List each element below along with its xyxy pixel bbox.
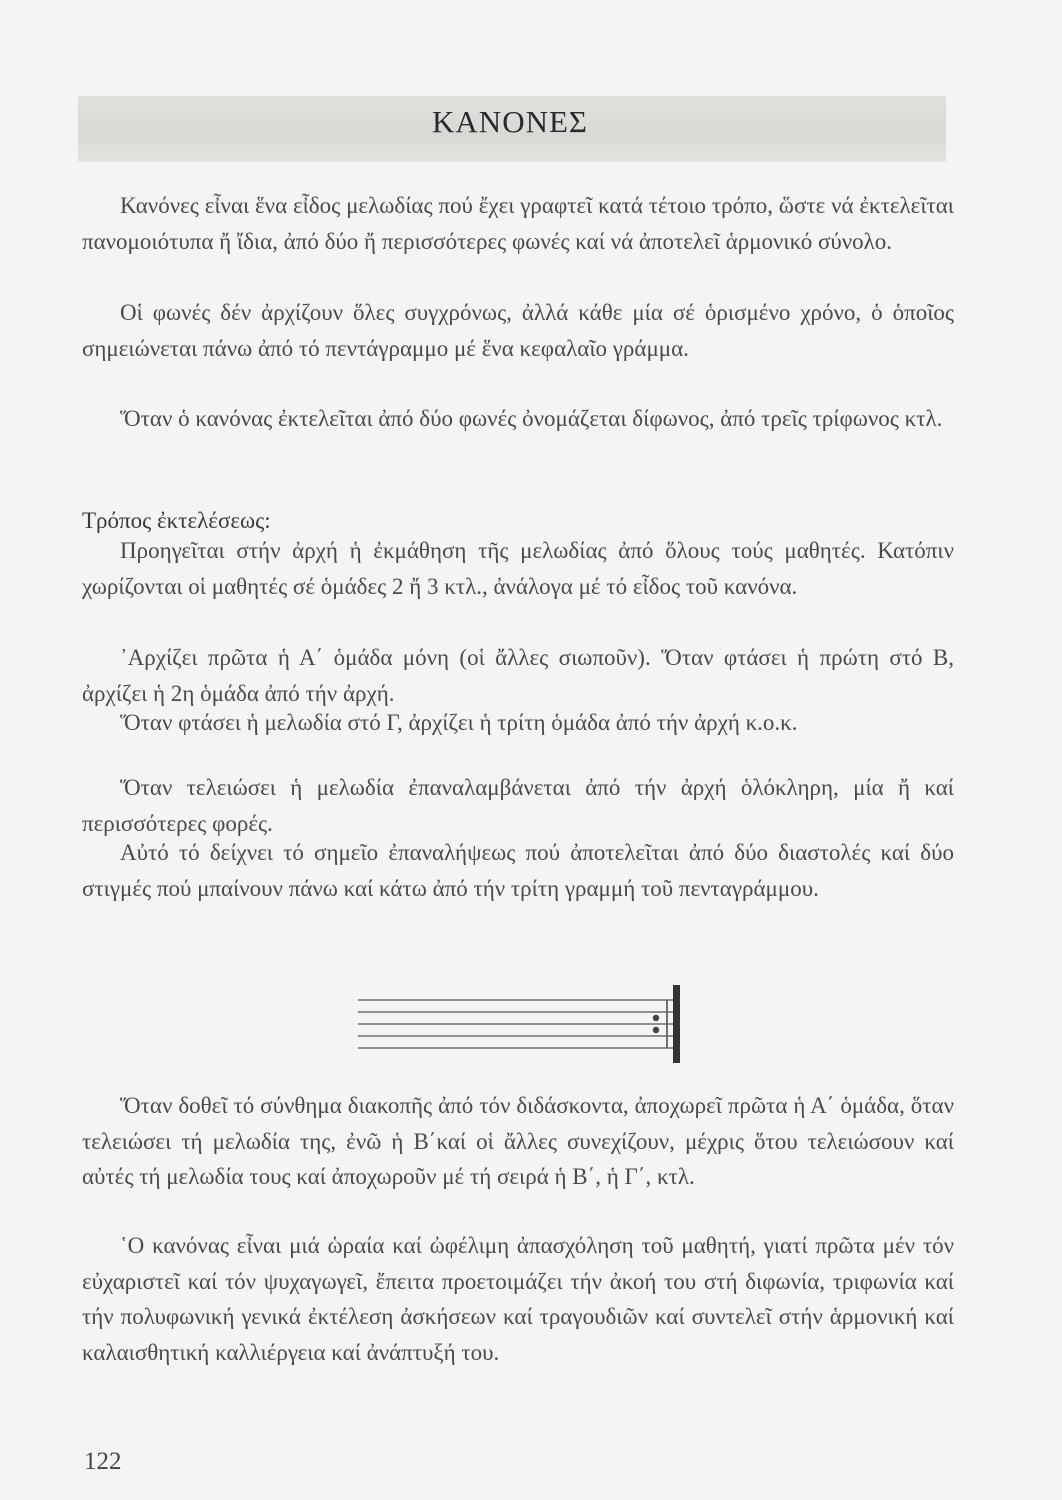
- repeat-sign-icon: [358, 980, 688, 1070]
- repeat-dot-lower: [653, 1027, 659, 1033]
- paragraph-learning: Προηγεῖται στήν ἀρχή ἡ ἐκμάθηση τῆς μελωδίας ἀπό ὅλους τούς μαθητές. Κατόπιν χωρίζονται οἱ μαθητές σέ ὁμάδες 2 ἤ 3 κτλ., ἀνάλογα μέ τό εἶδος τοῦ κανόνα.: [82, 538, 954, 599]
- paragraph-group-a: ᾿Αρχίζει πρῶτα ἡ Α΄ ὁμάδα μόνη (οἱ ἄλλες σιωποῦν). Ὅταν φτάσει ἡ πρώτη στό Β, ἀρχίζει ἡ 2η ὁμάδα ἀπό τήν ἀρχή.: [82, 645, 954, 706]
- paragraph-group-c: Ὅταν φτάσει ἡ μελωδία στό Γ, ἀρχίζει ἡ τρίτη ὁμάδα ἀπό τήν ἀρχή κ.ο.κ.: [120, 710, 798, 735]
- paragraph-types: Ὅταν ὁ κανόνας ἐκτελεῖται ἀπό δύο φωνές ὀνομάζεται δίφωνος, ἀπό τρεῖς τρίφωνος κτλ.: [120, 406, 943, 431]
- section-heading: Τρόπος ἐκτελέσεως:: [82, 508, 271, 533]
- paragraph-voices: Οἱ φωνές δέν ἀρχίζουν ὅλες συγχρόνως, ἀλλά κάθε μία σέ ὁρισμένο χρόνο, ὁ ὁποῖος σημειώνεται πάνω ἀπό τό πεντάγραμμο μέ ἕνα κεφαλαῖο γράμμα.: [82, 300, 954, 361]
- paragraph-repeat-sign: Αὐτό τό δείχνει τό σημεῖο ἐπαναλήψεως πού ἀποτελεῖται ἀπό δύο διαστολές καί δύο στιγμές πού μπαίνουν πάνω καί κάτω ἀπό τήν τρίτη γραμμή τοῦ πενταγράμμου.: [82, 840, 954, 901]
- thick-barline: [673, 985, 680, 1063]
- page-title: ΚΑΝΟΝΕΣ: [432, 104, 588, 139]
- paragraph-definition: Κανόνες εἶναι ἕνα εἶδος μελωδίας πού ἔχει γραφτεῖ κατά τέτοιο τρόπο, ὥστε νά ἐκτελεῖται πανομοιότυπα ἤ ἴδια, ἀπό δύο ἤ περισσότερες φωνές καί νά ἀποτελεῖ ἁρμονικό σύνολο.: [82, 193, 954, 254]
- page-number: 122: [84, 1448, 122, 1475]
- paragraph-stop: Ὅταν δοθεῖ τό σύνθημα διακοπῆς ἀπό τόν διδάσκοντα, ἀποχωρεῖ πρῶτα ἡ Α΄ ὁμάδα, ὅταν τελειώσει τή μελωδία της, ἐνῶ ἡ Β΄καί οἱ ἄλλες συνεχίζουν, μέχρις ὅτου τελειώσουν καί αὐτές τή μελωδία τους καί ἀποχωροῦν μέ τή σειρά ἡ Β΄, ἡ Γ΄, κτλ.: [82, 1093, 954, 1190]
- paragraph-benefit: ῾Ο κανόνας εἶναι μιά ὡραία καί ὠφέλιμη ἀπασχόληση τοῦ μαθητή, γιατί πρῶτα μέν τόν εὐχαριστεῖ καί τόν ψυχαγωγεῖ, ἔπειτα προετοιμάζει τήν ἀκοή του στή διφωνία, τριφωνία καί τήν πολυφωνική γενικά ἐκτέλεση ἀσκήσεων καί τραγουδιῶν καί συντελεῖ στήν ἁρμονική καί καλαισθητική καλλιέργεια καί ἀνάπτυξή του.: [82, 1233, 954, 1365]
- repeat-dot-upper: [653, 1015, 659, 1021]
- paragraph-repeat: Ὅταν τελειώσει ἡ μελωδία ἐπαναλαμβάνεται ἀπό τήν ἀρχή ὁλόκληρη, μία ἤ καί περισσότερες φορές.: [82, 775, 954, 836]
